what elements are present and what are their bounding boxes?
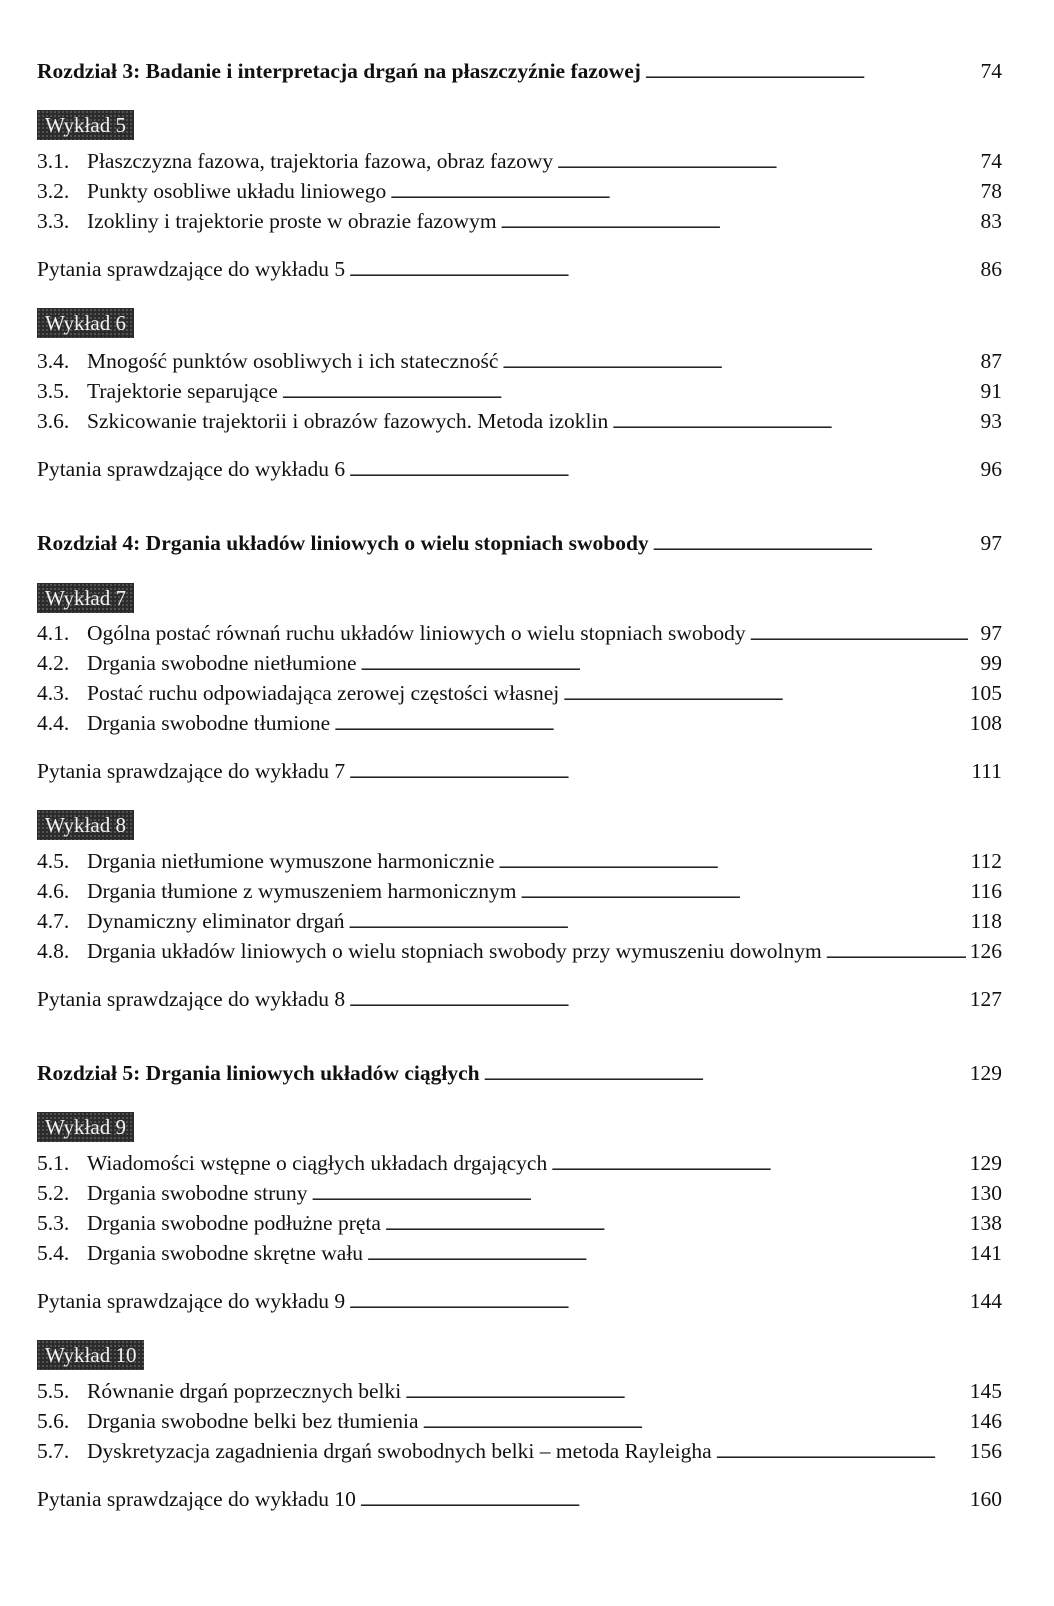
entry-title: Rozdział 5: Drgania liniowych układów ciągłych — [37, 1061, 480, 1085]
entry-title: Pytania sprawdzające do wykładu 6 — [37, 457, 346, 481]
dot-leader — [360, 1486, 966, 1516]
questions-entry — [37, 1288, 1002, 1318]
toc-entry — [37, 1210, 1002, 1240]
dot-leader — [484, 1060, 966, 1090]
dot-leader — [349, 758, 967, 788]
page-number: 130 — [969, 1181, 1002, 1205]
toc-entry — [37, 208, 1002, 238]
entry-title: Drgania swobodne nietłumione — [87, 651, 357, 675]
section-number: 3.5. — [37, 379, 70, 403]
page-number: 126 — [969, 939, 1002, 963]
questions-entry — [37, 1486, 1002, 1516]
toc-entry — [37, 1438, 1002, 1468]
toc-entry — [37, 1408, 1002, 1438]
page-number: 108 — [969, 711, 1002, 735]
dot-leader — [826, 938, 966, 968]
entry-title: Drgania swobodne skrętne wału — [87, 1241, 364, 1265]
section-number: 4.6. — [37, 879, 70, 903]
entry-title: Drgania swobodne tłumione — [87, 711, 331, 735]
entry-title: Dyskretyzacja zagadnienia drgań swobodnych belki – metoda Rayleigha — [87, 1439, 712, 1463]
section-number: 5.1. — [37, 1151, 70, 1175]
page-number: 87 — [980, 349, 1002, 373]
page-number: 74 — [980, 59, 1002, 83]
page-number: 160 — [969, 1487, 1002, 1511]
section-number: 4.2. — [37, 651, 70, 675]
section-number: 4.7. — [37, 909, 70, 933]
section-number: 4.3. — [37, 681, 70, 705]
entry-title: Rozdział 3: Badanie i interpretacja drgań na płaszczyźnie fazowej — [37, 59, 641, 83]
toc-entry — [37, 680, 1002, 710]
entry-title: Drgania układów liniowych o wielu stopniach swobody przy wymuszeniu dowolnym — [87, 939, 822, 963]
toc-entry — [37, 620, 1002, 650]
toc-entry — [37, 378, 1002, 408]
dot-leader — [312, 1180, 966, 1210]
chapter-heading — [37, 1060, 1002, 1090]
section-number: 5.7. — [37, 1439, 70, 1463]
dot-leader — [349, 456, 968, 486]
toc-entry — [37, 938, 1002, 968]
dot-leader — [502, 348, 968, 378]
entry-title: Izokliny i trajektorie proste w obrazie fazowym — [87, 209, 497, 233]
toc-entry — [37, 1240, 1002, 1270]
page-number: 93 — [980, 409, 1002, 433]
lecture-badge: Wykład 9 — [37, 1112, 134, 1142]
entry-title: Drgania swobodne struny — [87, 1181, 308, 1205]
entry-title: Pytania sprawdzające do wykładu 9 — [37, 1289, 346, 1313]
entry-title: Postać ruchu odpowiadająca zerowej częstości własnej — [87, 681, 560, 705]
section-number: 5.5. — [37, 1379, 70, 1403]
page-number: 83 — [980, 209, 1002, 233]
lecture-badge: Wykład 10 — [37, 1340, 144, 1370]
dot-leader — [405, 1378, 966, 1408]
dot-leader — [349, 908, 967, 938]
lecture-badge: Wykład 7 — [37, 583, 134, 613]
chapter-heading — [37, 58, 1002, 88]
page-number: 78 — [980, 179, 1002, 203]
chapter-heading — [37, 530, 1002, 560]
dot-leader — [361, 650, 969, 680]
dot-leader — [498, 848, 966, 878]
section-number: 3.1. — [37, 149, 70, 173]
section-number: 3.3. — [37, 209, 70, 233]
lecture-badge: Wykład 8 — [37, 810, 134, 840]
page-number: 74 — [980, 149, 1002, 173]
dot-leader — [563, 680, 966, 710]
entry-title: Punkty osobliwe układu liniowego — [87, 179, 387, 203]
dot-leader — [349, 986, 966, 1016]
page-number: 97 — [980, 531, 1002, 555]
entry-title: Drgania nietłumione wymuszone harmonicznie — [87, 849, 495, 873]
toc-entry — [37, 178, 1002, 208]
page-number: 97 — [980, 621, 1002, 645]
page-number: 112 — [970, 849, 1002, 873]
entry-title: Rozdział 4: Drgania układów liniowych o wielu stopniach swobody — [37, 531, 649, 555]
section-number: 5.4. — [37, 1241, 70, 1265]
entry-title: Płaszczyzna fazowa, trajektoria fazowa, obraz fazowy — [87, 149, 554, 173]
entry-title: Trajektorie separujące — [87, 379, 278, 403]
page-number: 116 — [970, 879, 1002, 903]
section-number: 4.4. — [37, 711, 70, 735]
dot-leader — [501, 208, 968, 238]
questions-entry — [37, 986, 1002, 1016]
entry-title: Dynamiczny eliminator drgań — [87, 909, 345, 933]
toc-entry — [37, 1150, 1002, 1180]
toc-entry — [37, 348, 1002, 378]
lecture-badge: Wykład 5 — [37, 110, 134, 140]
questions-entry — [37, 256, 1002, 286]
dot-leader — [282, 378, 968, 408]
page-number: 156 — [969, 1439, 1002, 1463]
section-number: 5.6. — [37, 1409, 70, 1433]
page-number: 145 — [969, 1379, 1002, 1403]
section-number: 3.4. — [37, 349, 70, 373]
entry-title: Drgania swobodne belki bez tłumienia — [87, 1409, 419, 1433]
toc-entry — [37, 148, 1002, 178]
page-number: 105 — [969, 681, 1002, 705]
entry-title: Drgania swobodne podłużne pręta — [87, 1211, 381, 1235]
page-number: 127 — [969, 987, 1002, 1011]
entry-title: Wiadomości wstępne o ciągłych układach drgających — [87, 1151, 548, 1175]
entry-title: Pytania sprawdzające do wykładu 10 — [37, 1487, 356, 1511]
dot-leader — [349, 256, 968, 286]
dot-leader — [390, 178, 968, 208]
entry-title: Mnogość punktów osobliwych i ich stateczność — [87, 349, 499, 373]
section-number: 4.1. — [37, 621, 70, 645]
toc-entry — [37, 908, 1002, 938]
dot-leader — [551, 1150, 966, 1180]
toc-entry — [37, 1180, 1002, 1210]
dot-leader — [349, 1288, 966, 1318]
section-number: 5.3. — [37, 1211, 70, 1235]
page-number: 111 — [971, 759, 1002, 783]
dot-leader — [385, 1210, 966, 1240]
page-number: 96 — [980, 457, 1002, 481]
section-number: 3.6. — [37, 409, 70, 433]
entry-title: Ogólna postać równań ruchu układów liniowych o wielu stopniach swobody — [87, 621, 746, 645]
toc-entry — [37, 848, 1002, 878]
questions-entry — [37, 456, 1002, 486]
page-number: 129 — [969, 1061, 1002, 1085]
dot-leader — [653, 530, 968, 560]
page-number: 118 — [970, 909, 1002, 933]
dot-leader — [367, 1240, 966, 1270]
section-number: 5.2. — [37, 1181, 70, 1205]
dot-leader — [645, 58, 968, 88]
page-number: 91 — [980, 379, 1002, 403]
entry-title: Szkicowanie trajektorii i obrazów fazowych. Metoda izoklin — [87, 409, 609, 433]
dot-leader — [716, 1438, 966, 1468]
entry-title: Pytania sprawdzające do wykładu 7 — [37, 759, 346, 783]
section-number: 3.2. — [37, 179, 70, 203]
toc-entry — [37, 650, 1002, 680]
section-number: 4.5. — [37, 849, 70, 873]
dot-leader — [334, 710, 966, 740]
dot-leader — [423, 1408, 966, 1438]
dot-leader — [557, 148, 968, 178]
entry-title: Pytania sprawdzające do wykładu 5 — [37, 257, 346, 281]
toc-entry — [37, 408, 1002, 438]
toc-entry — [37, 1378, 1002, 1408]
toc-entry — [37, 878, 1002, 908]
dot-leader — [521, 878, 967, 908]
page-number: 146 — [969, 1409, 1002, 1433]
page-number: 138 — [969, 1211, 1002, 1235]
questions-entry — [37, 758, 1002, 788]
page-number: 99 — [980, 651, 1002, 675]
section-number: 4.8. — [37, 939, 70, 963]
dot-leader — [750, 620, 968, 650]
page-number: 144 — [969, 1289, 1002, 1313]
dot-leader — [612, 408, 968, 438]
toc-entry — [37, 710, 1002, 740]
entry-title: Pytania sprawdzające do wykładu 8 — [37, 987, 346, 1011]
lecture-badge: Wykład 6 — [37, 308, 134, 338]
entry-title: Równanie drgań poprzecznych belki — [87, 1379, 402, 1403]
page-number: 141 — [969, 1241, 1002, 1265]
entry-title: Drgania tłumione z wymuszeniem harmonicznym — [87, 879, 517, 903]
page-number: 86 — [980, 257, 1002, 281]
page-number: 129 — [969, 1151, 1002, 1175]
